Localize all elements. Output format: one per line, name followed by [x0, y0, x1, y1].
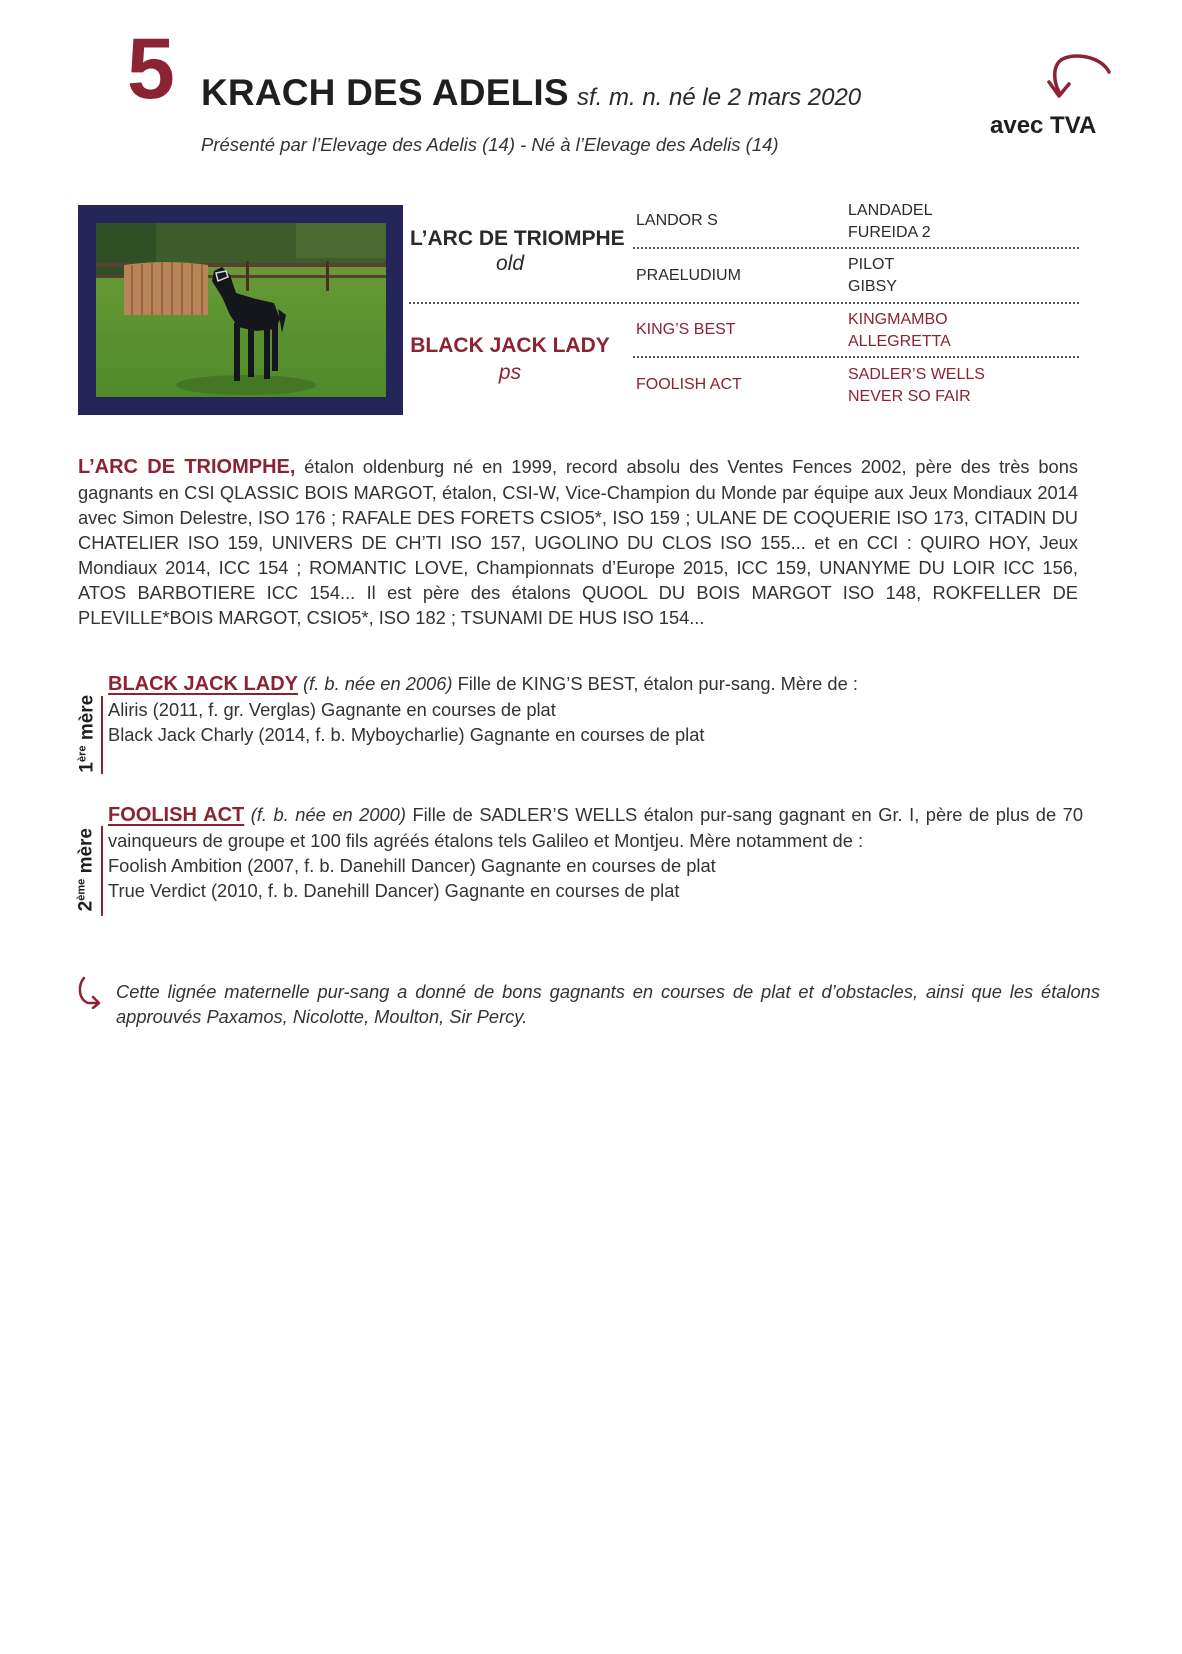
pedigree-divider — [633, 356, 1079, 358]
first-dam-intro: Fille de KING’S BEST, étalon pur-sang. Mère de : — [452, 673, 858, 694]
first-dam-block — [108, 671, 1083, 747]
horse-photo — [96, 223, 386, 397]
first-dam-bar — [101, 696, 103, 774]
pedigree-divider — [409, 302, 1079, 304]
pedigree-gg-never-so-fair: NEVER SO FAIR — [848, 388, 971, 405]
pedigree-dam-sire: KING’S BEST — [636, 321, 736, 338]
footnote-text: Cette lignée maternelle pur-sang a donné de bons gagnants en courses de plat et d’obstacles, ainsi que les étalons approuvés Paxamos, Nicolotte, Moulton, Sir Percy. — [116, 981, 1100, 1027]
second-dam-side-label: 2ème mère — [75, 828, 97, 912]
sire-paragraph-title: L’ARC DE TRIOMPHE, — [78, 456, 296, 478]
second-dam-bar — [101, 826, 103, 916]
horse-name: KRACH DES ADELIS — [201, 72, 569, 113]
first-dam-name: BLACK JACK LADY — [108, 673, 298, 695]
pedigree-gg-fureida: FUREIDA 2 — [848, 224, 931, 241]
lot-number: 5 — [127, 21, 173, 117]
pedigree-sire-dam: PRAELUDIUM — [636, 267, 741, 284]
second-dam-block — [108, 802, 1083, 903]
first-dam-side-label: 1ère mère — [76, 694, 98, 773]
second-dam-name: FOOLISH ACT — [108, 804, 245, 826]
pedigree-gg-sadlers-wells: SADLER’S WELLS — [848, 366, 985, 383]
pedigree-divider — [633, 247, 1079, 249]
second-dam-intro: Fille de SADLER’S WELLS étalon pur-sang gagnant en Gr. I, père de plus de 70 vainqueurs de groupe et 100 fils agréés étalons tels Galileo et Montjeu. Mère notamment de : — [108, 804, 1083, 851]
sire-paragraph — [78, 454, 1078, 630]
second-dam-detail: (f. b. née en 2000) — [244, 804, 406, 825]
list-item: Black Jack Charly (2014, f. b. Myboycharlie) Gagnante en courses de plat — [108, 724, 705, 745]
pedigree-gg-landadel: LANDADEL — [848, 202, 933, 219]
horse-photo-frame — [78, 205, 403, 415]
tva-arrow-icon — [1043, 50, 1113, 106]
presented-by: Présenté par l’Elevage des Adelis (14) - Né à l’Elevage des Adelis (14) — [201, 134, 779, 155]
pedigree-sire-breed: old — [495, 252, 525, 275]
pedigree-dam-breed: ps — [498, 361, 522, 384]
pedigree-gg-pilot: PILOT — [848, 256, 895, 273]
list-item: Aliris (2011, f. gr. Verglas) Gagnante en courses de plat — [108, 699, 556, 720]
list-item: Foolish Ambition (2007, f. b. Danehill Dancer) Gagnante en courses de plat — [108, 855, 716, 876]
first-dam-detail: (f. b. née en 2006) — [298, 673, 453, 694]
pedigree-gg-kingmambo: KINGMAMBO — [848, 311, 948, 328]
pedigree-dam-dam: FOOLISH ACT — [636, 376, 742, 393]
horse-description: sf. m. n. né le 2 mars 2020 — [577, 84, 862, 111]
curved-arrow-icon — [76, 975, 102, 1009]
pedigree-dam-name: BLACK JACK LADY — [410, 334, 610, 357]
pedigree-sire-sire: LANDOR S — [636, 212, 718, 229]
list-item: True Verdict (2010, f. b. Danehill Dancer) Gagnante en courses de plat — [108, 880, 680, 901]
pedigree-sire-name: L’ARC DE TRIOMPHE — [410, 227, 625, 250]
tva-label: avec TVA — [990, 112, 1097, 139]
pedigree-gg-gibsy: GIBSY — [848, 278, 897, 295]
sire-paragraph-text: étalon oldenburg né en 1999, record absolu des Ventes Fences 2002, père des très bons gagnants en CSI QLASSIC BOIS MARGOT, étalon, CSI-W, Vice-Champion du Monde par équipe aux Jeux Mondiaux 2014 avec Simon Delestre, ISO 176 ; RAFALE DES FORETS CSIO5*, ISO 159 ; ULANE DE COQUERIE ISO 173, CITADIN DU CHATELIER ISO 159, UNIVERS DE CH’TI ISO 157, UGOLINO DU CLOS ISO 155... et en CCI : QUIRO HOY, Jeux Mondiaux 2014, ICC 154 ; ROMANTIC LOVE, Championnats d’Europe 2015, ICC 159, UNANYME DU LOIR ICC 156, ATOS BARBOTIERE ICC 154... Il est père des étalons QUOOL DU BOIS MARGOT ISO 148, ROKFELLER DE PLEVILLE*BOIS MARGOT, CSIO5*, ISO 182 ; TSUNAMI DE HUS ISO 154... — [78, 456, 1078, 628]
pedigree-gg-allegretta: ALLEGRETTA — [848, 333, 951, 350]
